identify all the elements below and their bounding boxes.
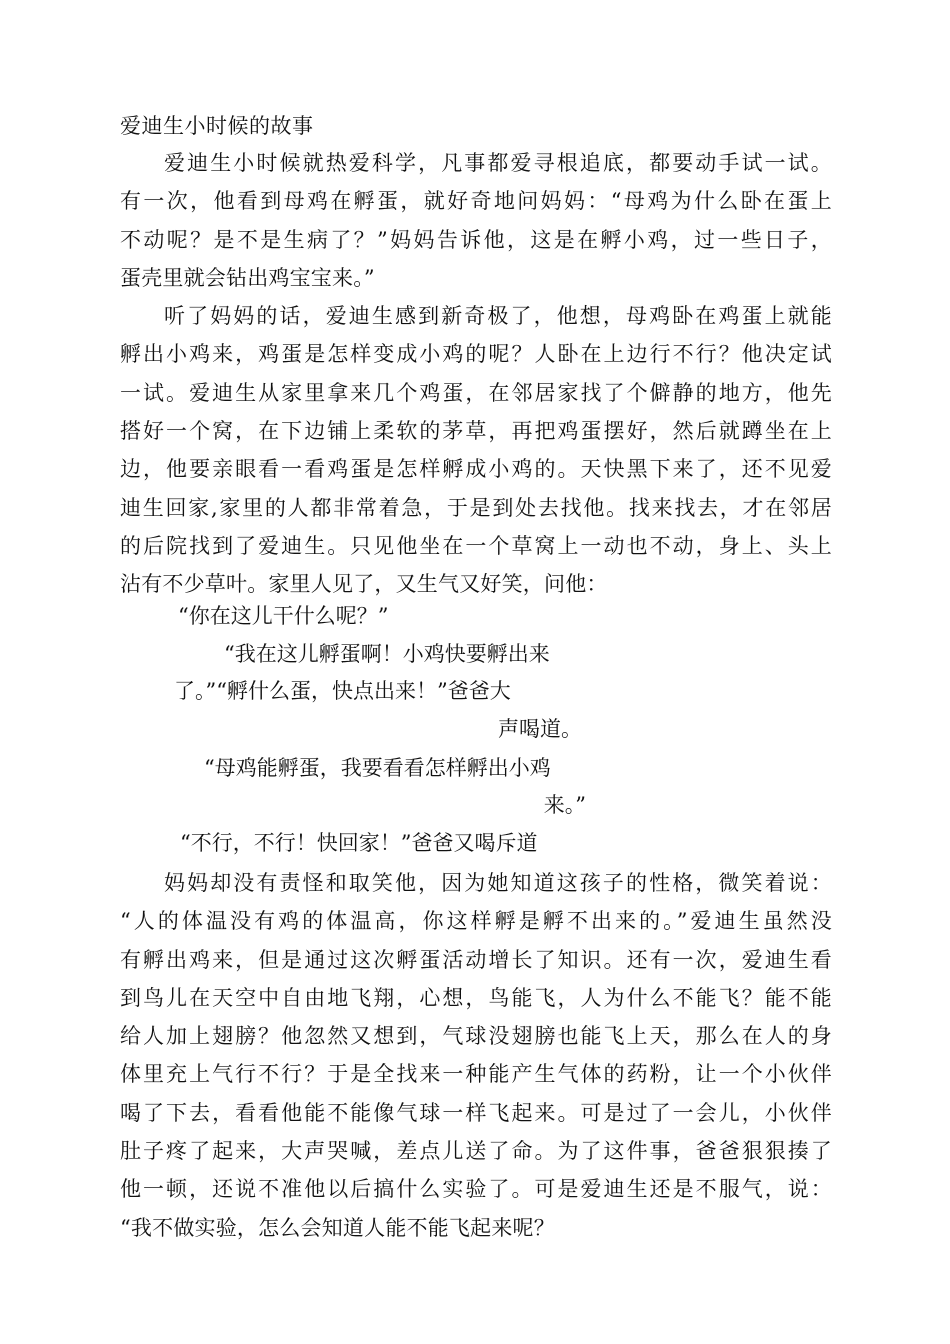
dialog-line: 来。” [543,793,586,817]
paragraph-1-line: 有一次，他看到母鸡在孵蛋，就好奇地问妈妈：“母鸡为什么卧在蛋上 [120,189,832,214]
paragraph-3-line: 有孵出鸡来，但是通过这次孵蛋活动增长了知识。还有一次，爱迪生看 [120,947,832,972]
dialog-line: 了。”“孵什么蛋，快点出来！”爸爸大 [174,679,511,703]
dialog-line: “我在这儿孵蛋啊！小鸡快要孵出来 [224,642,550,666]
dialog-line: “母鸡能孵蛋，我要看看怎样孵出小鸡 [204,756,551,780]
paragraph-2-line: 孵出小鸡来，鸡蛋是怎样变成小鸡的呢？人卧在上边行不行？他决定试 [120,342,832,367]
paragraph-group-top [120,144,832,604]
paragraph-2-line: 沾有不少草叶。家里人见了，又生气又好笑，问他： [120,572,608,597]
dialog-line: 声喝道。 [498,717,582,741]
paragraph-3-line: 喝了下去，看看他能不能像气球一样飞起来。可是过了一会儿，小伙伴 [120,1100,832,1125]
paragraph-2-line: 一试。爱迪生从家里拿来几个鸡蛋，在邻居家找了个僻静的地方，他先 [120,380,832,405]
paragraph-2-line: 边，他要亲眼看一看鸡蛋是怎样孵成小鸡的。天快黑下来了，还不见爱 [120,457,832,482]
paragraph-2-line: 迪生回家,家里的人都非常着急，于是到处去找他。找来找去，才在邻居 [120,495,832,520]
paragraph-2-line: 搭好一个窝，在下边铺上柔软的茅草，再把鸡蛋摆好，然后就蹲坐在上 [120,419,832,444]
dialog-line: “你在这儿干什么呢？” [178,604,389,628]
paragraph-1-line: 爱迪生小时候就热爱科学，凡事都爱寻根追底，都要动手试一试。 [164,151,832,175]
paragraph-1-line: 蛋壳里就会钻出鸡宝宝来。” [120,265,375,290]
paragraph-3-line: 体里充上气行不行？于是全找来一种能产生气体的药粉，让一个小伙伴 [120,1062,832,1087]
paragraph-group-bottom [120,864,832,1247]
paragraph-3-line: 妈妈却没有责怪和取笑他，因为她知道这孩子的性格，微笑着说： [164,871,832,895]
paragraph-3-line: “我不做实验，怎么会知道人能不能飞起来呢？ [120,1215,555,1240]
paragraph-3-line: 给人加上翅膀？他忽然又想到，气球没翅膀也能飞上天，那么在人的身 [120,1024,832,1049]
paragraph-2-line: 的后院找到了爱迪生。只见他坐在一个草窝上一动也不动，身上、头上 [120,533,832,558]
paragraph-2-line: 听了妈妈的话，爱迪生感到新奇极了，他想，母鸡卧在鸡蛋上就能 [164,304,832,329]
dialog-line: “不行，不行！快回家！”爸爸又喝斥道 [180,831,538,855]
paragraph-3-line: “人的体温没有鸡的体温高，你这样孵是孵不出来的。”爱迪生虽然没 [120,909,832,934]
paragraph-3-line: 肚子疼了起来，大声哭喊，差点儿送了命。为了这件事，爸爸狠狠揍了 [120,1139,832,1164]
document-title: 爱迪生小时候的故事 [120,114,314,138]
paragraph-3-line: 他一顿，还说不准他以后搞什么实验了。可是爱迪生还是不服气，说： [120,1177,832,1202]
paragraph-1-line: 不动呢？是不是生病了？”妈妈告诉他，这是在孵小鸡，过一些日子， [120,227,832,252]
paragraph-3-line: 到鸟儿在天空中自由地飞翔，心想，鸟能飞，人为什么不能飞？能不能 [120,985,832,1010]
